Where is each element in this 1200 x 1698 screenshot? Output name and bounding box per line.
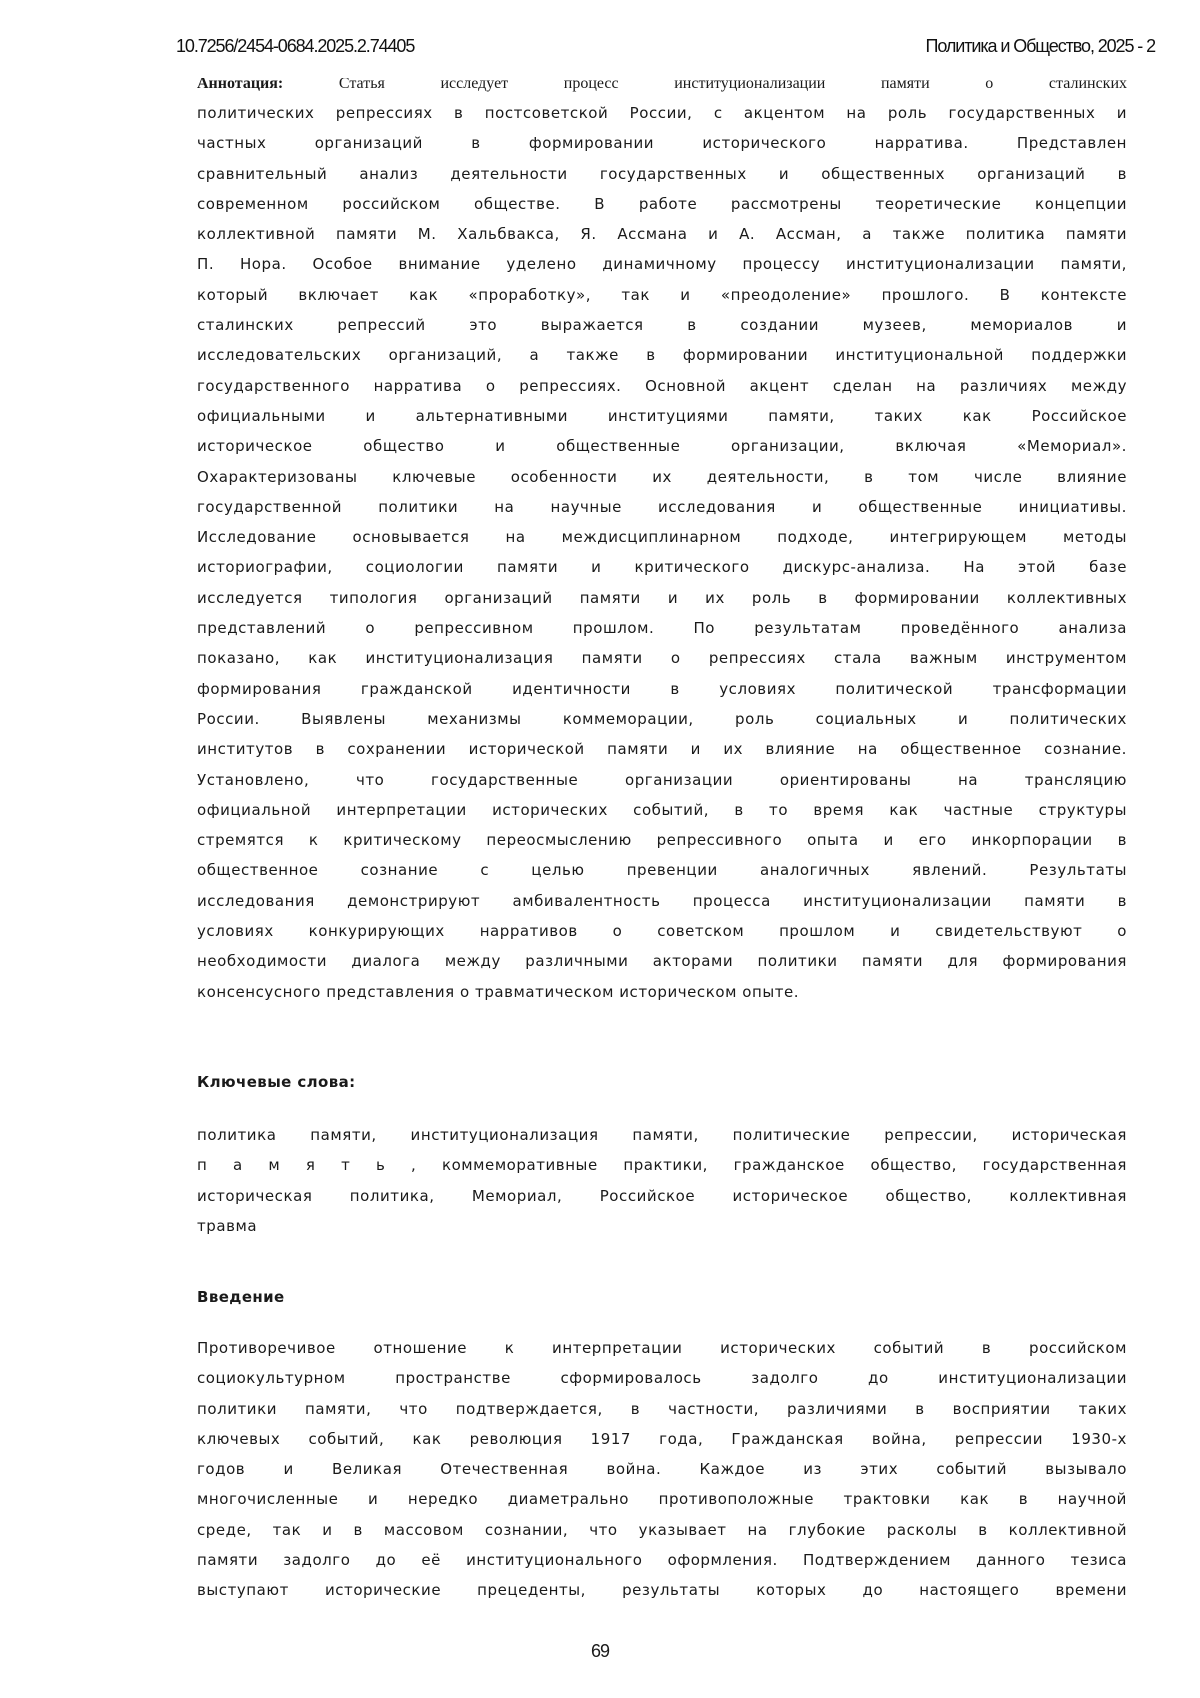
doi: 10.7256/2454-0684.2025.2.74405 bbox=[176, 36, 415, 56]
text-line: государственной политики на научные исследования и общественные инициативы. bbox=[197, 497, 1127, 516]
text-line: историческое общество и общественные организации, включая «Мемориал». bbox=[197, 437, 1127, 456]
text-line: историографии, социологии памяти и критического дискурс-анализа. На этой базе bbox=[197, 558, 1127, 577]
text-line: годов и Великая Отечественная война. Каждое из этих событий вызывало bbox=[197, 1460, 1127, 1479]
text-line: стремятся к критическому переосмыслению репрессивного опыта и его инкорпорации в bbox=[197, 831, 1127, 850]
text-line: травма bbox=[197, 1216, 258, 1235]
text-line: сталинских репрессий это выражается в создании музеев, мемориалов и bbox=[197, 316, 1127, 335]
abstract-label: Аннотация: bbox=[197, 78, 284, 92]
text-line: официальной интерпретации исторических событий, в то время как частные структуры bbox=[197, 800, 1127, 819]
text-line: официальными и альтернативными институциями памяти, таких как Российское bbox=[197, 406, 1127, 425]
text-line: коллективной памяти М. Хальбвакса, Я. Ассмана и А. Ассман, а также политика памяти bbox=[197, 225, 1127, 244]
text-line: среде, так и в массовом сознании, что указывает на глубокие расколы в коллективной bbox=[197, 1520, 1127, 1539]
text-line: политики памяти, что подтверждается, в частности, различиями в восприятии таких bbox=[197, 1399, 1127, 1418]
text-line: исследуется типология организаций памяти и их роль в формировании коллективных bbox=[197, 588, 1127, 607]
text-line: России. Выявлены механизмы коммеморации, роль социальных и политических bbox=[197, 709, 1127, 728]
text-line: социокультурном пространстве сформировалось задолго до институционализации bbox=[197, 1369, 1127, 1388]
keywords-title: Ключевые слова: bbox=[197, 1073, 356, 1091]
text-line: современном российском обществе. В работе рассмотрены теоретические концепции bbox=[197, 194, 1127, 213]
text-line: который включает как «проработку», так и «преодоление» прошлого. В контексте bbox=[197, 285, 1127, 304]
text-line: Противоречивое отношение к интерпретации исторических событий в российском bbox=[197, 1339, 1127, 1357]
text-line: сравнительный анализ деятельности государственных и общественных организаций в bbox=[197, 164, 1127, 183]
intro-body bbox=[197, 1333, 1127, 1606]
text-line: политика памяти, институционализация памяти, политические репрессии, историческая bbox=[197, 1126, 1127, 1144]
text-line: условиях конкурирующих нарративов о советском прошлом и свидетельствуют о bbox=[197, 922, 1127, 941]
text-line: частных организаций в формировании исторического нарратива. Представлен bbox=[197, 134, 1127, 153]
text-line: политических репрессиях в постсоветской России, с акцентом на роль государственных и bbox=[197, 104, 1127, 122]
text-line: выступают исторические прецеденты, результаты которых до настоящего времени bbox=[197, 1581, 1127, 1600]
text-line: исследовательских организаций, а также в формировании институциональной поддержки bbox=[197, 346, 1127, 365]
text-line: многочисленные и нередко диаметрально противоположные трактовки как в научной bbox=[197, 1490, 1127, 1509]
text-line: показано, как институционализация памяти о репрессиях стала важным инструментом bbox=[197, 649, 1127, 668]
intro-heading: Введение bbox=[197, 1288, 285, 1306]
text-line: представлений о репрессивном прошлом. По результатам проведённого анализа bbox=[197, 619, 1127, 638]
text-line: Исследование основывается на междисциплинарном подходе, интегрирующем методы bbox=[197, 528, 1127, 547]
text-line: исследования демонстрируют амбивалентность процесса институционализации памяти в bbox=[197, 891, 1127, 910]
abstract-first-line-text: Статья исследует процесс институционализации памяти о сталинских bbox=[338, 78, 1127, 92]
journal-title: Политика и Общество, 2025 - 2 bbox=[925, 36, 1155, 56]
text-line: П. Нора. Особое внимание уделено динамичному процессу институционализации памяти, bbox=[197, 255, 1127, 274]
text-line: Установлено, что государственные организации ориентированы на трансляцию bbox=[197, 770, 1127, 789]
text-line: общественное сознание с целью превенции аналогичных явлений. Результаты bbox=[197, 861, 1127, 880]
text-line: консенсусного представления о травматическом историческом опыте. bbox=[197, 982, 800, 1001]
abstract-body bbox=[197, 98, 1127, 1007]
text-line: необходимости диалога между различными акторами политики памяти для формирования bbox=[197, 952, 1127, 971]
text-line: институтов в сохранении исторической памяти и их влияние на общественное сознание. bbox=[197, 740, 1127, 759]
abstract-first-line bbox=[197, 78, 1127, 92]
text-line: ключевых событий, как революция 1917 года, Гражданская война, репрессии 1930-х bbox=[197, 1429, 1127, 1448]
text-line: государственного нарратива о репрессиях. Основной акцент сделан на различиях между bbox=[197, 376, 1127, 395]
text-line: историческая политика, Мемориал, Российское историческое общество, коллективная bbox=[197, 1186, 1127, 1205]
text-line: памяти задолго до её институционального оформления. Подтверждением данного тезиса bbox=[197, 1551, 1127, 1570]
text-line: формирования гражданской идентичности в условиях политической трансформации bbox=[197, 679, 1127, 698]
text-line: п а м я т ь , коммеморативные практики, гражданское общество, государственная bbox=[197, 1156, 1127, 1175]
page-number: 69 bbox=[590, 1641, 610, 1661]
text-line: Охарактеризованы ключевые особенности их деятельности, в том числе влияние bbox=[197, 467, 1127, 486]
keywords-body bbox=[197, 1120, 1127, 1241]
